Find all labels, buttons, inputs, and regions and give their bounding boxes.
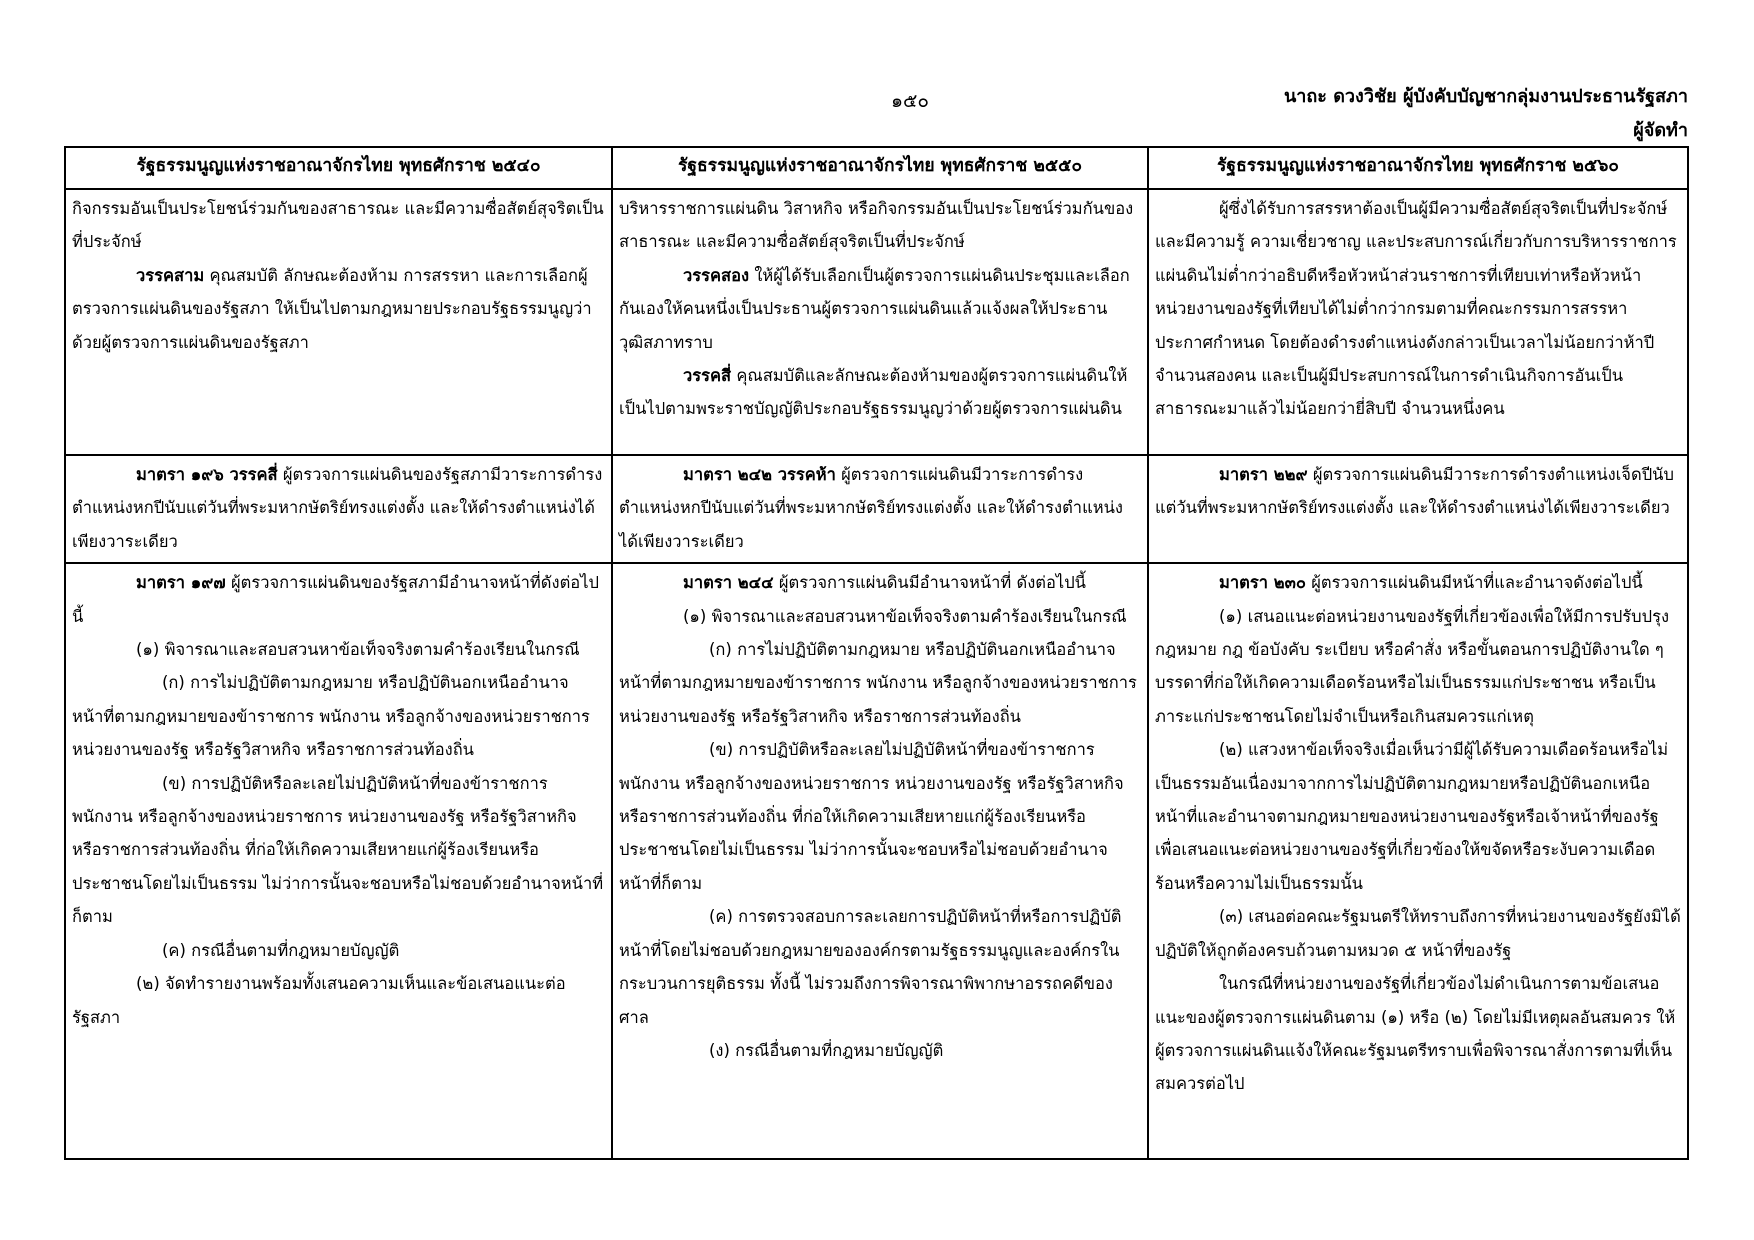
comparison-table <box>64 146 1689 1160</box>
clause-lead: วรรคสาม <box>136 265 205 285</box>
cell-2550 <box>612 189 1148 455</box>
cell-2540 <box>65 189 612 455</box>
paragraph <box>619 259 1141 359</box>
page-number: ๑๕๐ <box>890 90 930 112</box>
clause-lead: วรรคสี่ <box>683 366 732 386</box>
list-item: (๒) จัดทำรายงานพร้อมทั้งเสนอความเห็นและข้อเสนอแนะต่อรัฐสภา <box>72 974 566 1027</box>
section-lead: มาตรา ๒๒๙ <box>1219 465 1308 484</box>
clause-lead: วรรคสอง <box>683 265 750 285</box>
paragraph <box>72 458 605 558</box>
paragraph <box>1155 566 1681 599</box>
section-lead: มาตรา ๒๔๔ <box>683 573 774 593</box>
sub-list-item: (ก) การไม่ปฏิบัติตามกฎหมาย หรือปฏิบัตินอกเหนืออำนาจหน้าที่ตามกฎหมายของข้าราชการ พนักงาน หรือลูกจ้างของหน่วยราชการ หน่วยงานของรัฐ หรือรัฐวิสาหกิจ หรือราชการส่วนท้องถิ่น <box>72 673 590 760</box>
author-block <box>1284 80 1688 148</box>
paragraph <box>619 359 1141 426</box>
paragraph: กิจกรรมอันเป็นประโยชน์ร่วมกันของสาธารณะ และมีความซื่อสัตย์สุจริตเป็นที่ประจักษ์ <box>72 199 604 252</box>
section-text: ผู้ตรวจการแผ่นดินมีหน้าที่และอำนาจดังต่อไปนี้ <box>1305 573 1643 593</box>
list-item: (๑) พิจารณาและสอบสวนหาข้อเท็จจริงตามคำร้องเรียนในกรณี <box>683 606 1127 626</box>
sub-list-item: (ง) กรณีอื่นตามที่กฎหมายบัญญัติ <box>709 1040 944 1060</box>
clause-text: คุณสมบัติและลักษณะต้องห้ามของผู้ตรวจการแผ่นดินให้เป็นไปตามพระราชบัญญัติประกอบรัฐธรรมนูญว่าด้วยผู้ตรวจการแผ่นดิน <box>619 366 1128 419</box>
paragraph <box>72 566 605 633</box>
clause-text: คุณสมบัติ ลักษณะต้องห้าม การสรรหา และการเลือกผู้ตรวจการแผ่นดินของรัฐสภา ให้เป็นไปตามกฎหมายประกอบรัฐธรรมนูญว่าด้วยผู้ตรวจการแผ่นดินของรัฐสภา <box>72 265 592 352</box>
paragraph <box>1155 458 1681 525</box>
section-text: ผู้ตรวจการแผ่นดินมีวาระการดำรงตำแหน่งหกปีนับแต่วันที่พระมหากษัตริย์ทรงแต่งตั้ง และให้ดำรงตำแหน่งได้เพียงวาระเดียว <box>619 465 1123 551</box>
paragraph: ผู้ซึ่งได้รับการสรรหาต้องเป็นผู้มีความซื่อสัตย์สุจริตเป็นที่ประจักษ์ และมีความรู้ ความเชี่ยวชาญ และประสบการณ์เกี่ยวกับการบริหารราชการแผ่นดินไม่ต่ำกว่าอธิบดีหรือหัวหน้าส่วนราชการที่เทียบเท่าหรือหัวหน้าหน่วยงานของรัฐที่เทียบได้ไม่ต่ำกว่ากรมตามที่คณะกรรมการสรรหาประกาศกำหนด โดยต้องดำรงตำแหน่งดังกล่าวเป็นเวลาไม่น้อยกว่าห้าปี จำนวนสองคน และเป็นผู้มีประสบการณ์ในการดำเนินกิจการอันเป็นสาธารณะมาแล้วไม่น้อยกว่ายี่สิบปี จำนวนหนึ่งคน <box>1155 199 1677 419</box>
sub-list-item: (ข) การปฏิบัติหรือละเลยไม่ปฏิบัติหน้าที่ของข้าราชการ พนักงาน หรือลูกจ้างของหน่วยราชการ หน่วยงานของรัฐ หรือรัฐวิสาหกิจ หรือราชการส่วนท้องถิ่น ที่ก่อให้เกิดความเสียหายแก่ผู้ร้องเรียนหรือประชาชนโดยไม่เป็นธรรม ไม่ว่าการนั้นจะชอบหรือไม่ชอบด้วยอำนาจหน้าที่ก็ตาม <box>72 773 604 927</box>
section-text: ผู้ตรวจการแผ่นดินของรัฐสภามีอำนาจหน้าที่ดังต่อไปนี้ <box>72 573 599 626</box>
table-row <box>65 563 1688 1159</box>
table-header-row <box>65 147 1688 189</box>
column-header-2550: รัฐธรรมนูญแห่งราชอาณาจักรไทย พุทธศักราช ๒๕๕๐ <box>612 147 1148 189</box>
section-lead: มาตรา ๑๙๖ วรรคสี่ <box>136 465 278 484</box>
section-lead: มาตรา ๒๔๒ วรรคห้า <box>683 465 836 484</box>
paragraph <box>619 458 1141 558</box>
column-header-2540: รัฐธรรมนูญแห่งราชอาณาจักรไทย พุทธศักราช ๒๕๔๐ <box>65 147 612 189</box>
cell-2560 <box>1148 455 1688 563</box>
cell-2550 <box>612 563 1148 1159</box>
sub-list-item: (ค) การตรวจสอบการละเลยการปฏิบัติหน้าที่หรือการปฏิบัติหน้าที่โดยไม่ชอบด้วยกฎหมายขององค์กรตามรัฐธรรมนูญและองค์กรในกระบวนการยุติธรรม ทั้งนี้ ไม่รวมถึงการพิจารณาพิพากษาอรรถคดีของศาล <box>619 907 1122 1027</box>
list-item: (๑) พิจารณาและสอบสวนหาข้อเท็จจริงตามคำร้องเรียนในกรณี <box>136 640 580 660</box>
section-text: ผู้ตรวจการแผ่นดินของรัฐสภามีวาระการดำรงตำแหน่งหกปีนับแต่วันที่พระมหากษัตริย์ทรงแต่งตั้ง และให้ดำรงตำแหน่งได้เพียงวาระเดียว <box>72 465 603 551</box>
cell-2540 <box>65 563 612 1159</box>
section-lead: มาตรา ๒๓๐ <box>1219 573 1306 593</box>
cell-2550 <box>612 455 1148 563</box>
table-row <box>65 455 1688 563</box>
table-row <box>65 189 1688 455</box>
cell-2560 <box>1148 563 1688 1159</box>
sub-list-item: (ค) กรณีอื่นตามที่กฎหมายบัญญัติ <box>162 940 400 960</box>
section-lead: มาตรา ๑๙๗ <box>136 573 226 593</box>
sub-list-item: (ข) การปฏิบัติหรือละเลยไม่ปฏิบัติหน้าที่ของข้าราชการ พนักงาน หรือลูกจ้างของหน่วยราชการ หน่วยงานของรัฐ หรือรัฐวิสาหกิจ หรือราชการส่วนท้องถิ่น ที่ก่อให้เกิดความเสียหายแก่ผู้ร้องเรียนหรือประชาชนโดยไม่เป็นธรรม ไม่ว่าการนั้นจะชอบหรือไม่ชอบด้วยอำนาจหน้าที่ก็ตาม <box>619 740 1124 893</box>
paragraph: บริหารราชการแผ่นดิน วิสาหกิจ หรือกิจกรรมอันเป็นประโยชน์ร่วมกันของสาธารณะ และมีความซื่อสัตย์สุจริตเป็นที่ประจักษ์ <box>619 199 1134 252</box>
cell-2540 <box>65 455 612 563</box>
paragraph <box>72 259 605 359</box>
clause-text: ให้ผู้ได้รับเลือกเป็นผู้ตรวจการแผ่นดินประชุมและเลือกกันเองให้คนหนึ่งเป็นประธานผู้ตรวจการแผ่นดินแล้วแจ้งผลให้ประธานวุฒิสภาทราบ <box>619 265 1130 352</box>
sub-list-item: (ก) การไม่ปฏิบัติตามกฎหมาย หรือปฏิบัตินอกเหนืออำนาจหน้าที่ตามกฎหมายของข้าราชการ พนักงาน หรือลูกจ้างของหน่วยราชการ หน่วยงานของรัฐ หรือรัฐวิสาหกิจ หรือราชการส่วนท้องถิ่น <box>619 640 1137 726</box>
paragraph <box>619 566 1141 599</box>
author-line: นาถะ ดวงวิชัย ผู้บังคับบัญชากลุ่มงานประธานรัฐสภา <box>1284 86 1688 107</box>
author-role: ผู้จัดทำ <box>1633 120 1688 141</box>
section-text: ผู้ตรวจการแผ่นดินมีวาระการดำรงตำแหน่งเจ็ดปีนับแต่วันที่พระมหากษัตริย์ทรงแต่งตั้ง และให้ดำรงตำแหน่งได้เพียงวาระเดียว <box>1155 465 1674 518</box>
list-item: (๒) แสวงหาข้อเท็จจริงเมื่อเห็นว่ามีผู้ได้รับความเดือดร้อนหรือไม่เป็นธรรมอันเนื่องมาจากการไม่ปฏิบัติตามกฎหมายหรือปฏิบัตินอกเหนือหน้าที่และอำนาจตามกฎหมายของหน่วยงานของรัฐหรือเจ้าหน้าที่ของรัฐ เพื่อเสนอแนะต่อหน่วยงานของรัฐที่เกี่ยวข้องให้ขจัดหรือระงับความเดือดร้อนหรือความไม่เป็นธรรมนั้น <box>1155 740 1669 893</box>
list-item: (๓) เสนอต่อคณะรัฐมนตรีให้ทราบถึงการที่หน่วยงานของรัฐยังมิได้ปฏิบัติให้ถูกต้องครบถ้วนตามหมวด ๕ หน้าที่ของรัฐ <box>1155 907 1681 960</box>
section-text: ผู้ตรวจการแผ่นดินมีอำนาจหน้าที่ ดังต่อไปนี้ <box>773 573 1086 593</box>
column-header-2560: รัฐธรรมนูญแห่งราชอาณาจักรไทย พุทธศักราช ๒๕๖๐ <box>1148 147 1688 189</box>
cell-2560 <box>1148 189 1688 455</box>
paragraph: ในกรณีที่หน่วยงานของรัฐที่เกี่ยวข้องไม่ดำเนินการตามข้อเสนอแนะของผู้ตรวจการแผ่นดินตาม (๑) หรือ (๒) โดยไม่มีเหตุผลอันสมควร ให้ผู้ตรวจการแผ่นดินแจ้งให้คณะรัฐมนตรีทราบเพื่อพิจารณาสั่งการตามที่เห็นสมควรต่อไป <box>1155 974 1676 1094</box>
list-item: (๑) เสนอแนะต่อหน่วยงานของรัฐที่เกี่ยวข้องเพื่อให้มีการปรับปรุงกฎหมาย กฎ ข้อบังคับ ระเบียบ หรือคำสั่ง หรือขั้นตอนการปฏิบัติงานใด ๆ บรรดาที่ก่อให้เกิดความเดือดร้อนหรือไม่เป็นธรรมแก่ประชาชน หรือเป็นภาระแก่ประชาชนโดยไม่จำเป็นหรือเกินสมควรแก่เหตุ <box>1155 606 1670 726</box>
